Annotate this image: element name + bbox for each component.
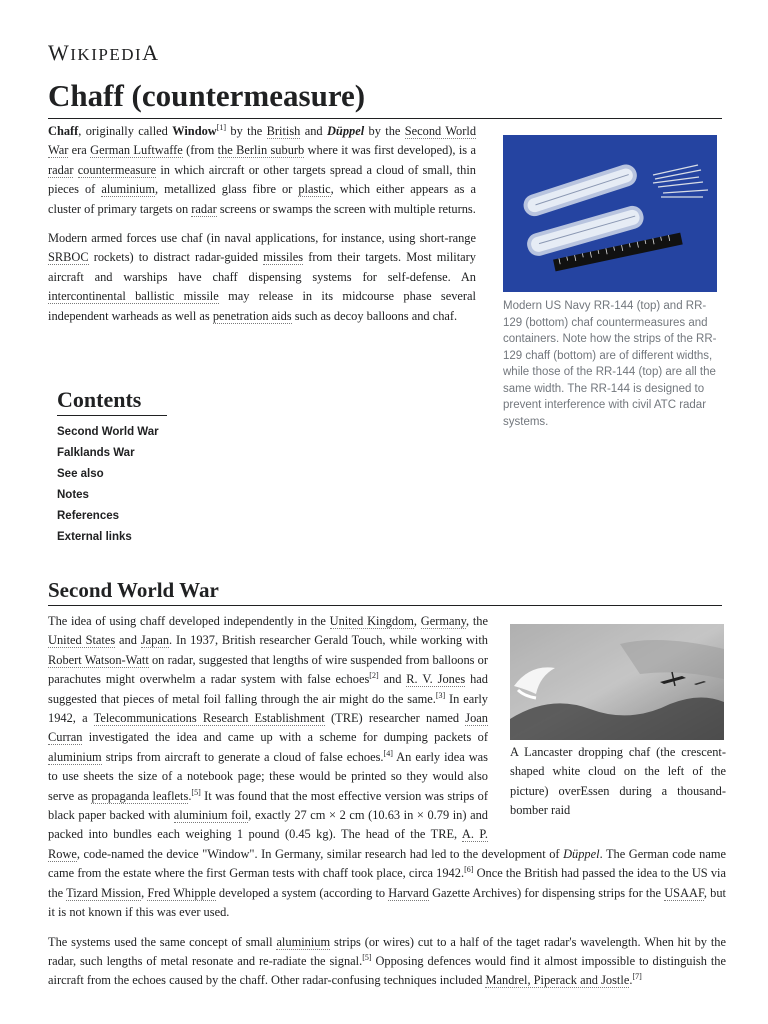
section-paragraph-2: The systems used the same concept of small aluminium strips (or wires) cut to a half of the taget radar's wavelength. When hit by the radar, such lengths of metal resonate and re-radiate the signal.[5] Opposing defences would find it almost impossible to distinguish the aircraft from the echoes caused by the chaff. Other radar-confusing techniques included Mandrel, Piperack and Jostle.[7] xyxy=(48,934,727,988)
figure-chaff-containers xyxy=(503,135,717,430)
emphasized-term: Window xyxy=(172,124,217,138)
toc-heading: Contents xyxy=(57,386,167,416)
inline-link[interactable]: British xyxy=(266,124,301,138)
lead-section xyxy=(48,122,476,336)
inline-link[interactable]: United Kingdom xyxy=(329,614,414,628)
inline-link[interactable]: Joan Curran xyxy=(48,711,488,745)
inline-link[interactable]: intercontinental ballistic missile xyxy=(48,289,219,304)
lead-paragraph-2: Modern armed forces use chaf (in naval applications, for instance, using short-range SRBOC rockets) to distract radar-guided missiles from their targets. Most military aircraft and warships have chaff dispensing systems for self-defense. An intercontinental ballistic missile may release in its midcourse phase several independent warheads as well as penetration aids such as decoy balloons and chaf. xyxy=(48,231,476,323)
lancaster-photo[interactable] xyxy=(510,624,724,740)
citation-ref[interactable]: [5] xyxy=(362,952,372,962)
inline-link[interactable]: Germany xyxy=(420,614,467,628)
figure-caption: A Lancaster dropping chaf (the crescent-shaped white cloud on the left of the picture) overEssen during a thousand-bomber raid xyxy=(510,745,726,818)
section-heading: Second World War xyxy=(48,576,722,606)
inline-link[interactable]: the Berlin suburb xyxy=(217,143,305,158)
inline-link[interactable]: Fred Whipple xyxy=(147,885,216,900)
inline-link[interactable]: United States xyxy=(48,633,116,648)
inline-link[interactable]: Telecommunications Research Establishment xyxy=(93,711,325,726)
citation-ref[interactable]: [1] xyxy=(216,122,227,132)
toc-item-notes[interactable]: Notes xyxy=(57,489,89,501)
emphasized-term: Düppel xyxy=(563,846,600,861)
inline-link[interactable]: aluminium foil xyxy=(173,808,249,823)
citation-ref[interactable]: [6] xyxy=(464,865,474,875)
inline-link[interactable]: aluminium xyxy=(276,934,331,949)
inline-link[interactable]: USAAF xyxy=(664,885,704,900)
toc-item-falklands-war[interactable]: Falklands War xyxy=(57,447,135,459)
inline-link[interactable]: R. V. Jones xyxy=(406,672,466,687)
emphasized-term: Düppel xyxy=(326,124,365,138)
inline-link[interactable]: SRBOC xyxy=(48,250,89,265)
citation-ref[interactable]: [2] xyxy=(369,671,379,681)
section-body xyxy=(48,612,726,1001)
lead-paragraph-1: Chaff, originally called Window[1] by the British and Düppel by the Second World War era German Luftwaffe (from the Berlin suburb where it was first developed), is a radar countermeasure in which aircraft or other targets spread a cloud of small, thin pieces of aluminium, metallized glass fibre or plastic, which either appears as a cluster of primary targets on radar screens or swamps the screen with multiple returns. xyxy=(48,122,477,216)
citation-ref[interactable]: [4] xyxy=(383,748,393,758)
emphasized-term: Chaff xyxy=(48,124,79,138)
inline-link[interactable]: Harvard xyxy=(388,885,429,900)
citation-ref[interactable]: [3] xyxy=(435,690,446,700)
inline-link[interactable]: aluminium xyxy=(101,182,156,197)
page-title: Chaff (countermeasure) xyxy=(48,76,722,119)
inline-link[interactable]: Mandrel, Piperack and Jostle xyxy=(485,973,630,988)
inline-link[interactable]: countermeasure xyxy=(77,162,157,177)
inline-link[interactable]: propaganda leaflets xyxy=(91,788,189,803)
inline-link[interactable]: Japan xyxy=(140,633,170,648)
inline-link[interactable]: Tizard Mission xyxy=(66,885,142,900)
inline-link[interactable]: plastic xyxy=(298,182,331,197)
inline-link[interactable]: radar xyxy=(191,201,217,216)
citation-ref[interactable]: [5] xyxy=(191,787,201,797)
inline-link[interactable]: Robert Watson-Watt xyxy=(48,652,149,667)
inline-link[interactable]: German Luftwaffe xyxy=(90,143,183,158)
inline-link[interactable]: aluminium xyxy=(48,749,102,764)
citation-ref[interactable]: [7] xyxy=(632,972,642,982)
wikipedia-wordmark[interactable]: WIKIPEDIA xyxy=(48,40,160,65)
toc-item-see-also[interactable]: See also xyxy=(57,468,104,480)
inline-link[interactable]: Second World War xyxy=(48,124,477,158)
table-of-contents xyxy=(57,386,177,548)
chaff-containers-photo[interactable] xyxy=(503,135,717,292)
figure-caption: Modern US Navy RR-144 (top) and RR-129 (bottom) chaf countermeasures and containers. Note how the strips of the RR-129 chaff (bottom) are of different widths, while those of the RR-144 (top) are all the same width. The RR-144 is designed to prevent interference with civil ATC radar systems. xyxy=(503,300,717,428)
section-paragraph-1: The idea of using chaff developed independently in the United Kingdom, Germany, the United States and Japan. In 1937, British researcher Gerald Touch, while working with Robert Watson-Watt on radar, suggested that lengths of wire suspended from balloons or parachutes might overwhelm a radar system with false echoes[2] and R. V. Jones had suggested that pieces of metal foil falling through the air might do the same.[3] In early 1942, a Telecommunications Research Establishment (TRE) researcher named Joan Curran investigated the idea and came up with a scheme for dumping packets of aluminium strips from aircraft to generate a cloud of false echoes.[4] An early idea was to use sheets the size of a notebook page; these would be printed so they would also serve as propaganda leaflets.[5] It was found that the most effective version was strips of black paper backed with aluminium foil, exactly 27 cm × 2 cm (10.63 in × 0.79 in) and packed into bundles each weighing 1 pound (0.45 kg). The head of the TRE, A. P. Rowe, code-named the device "Window". In Germany, similar research had led to the development of Düppel. The German code name came from the estate where the first German tests with chaff took place, circa 1942.[6] Once the British had passed the idea to the US via the Tizard Mission, Fred Whipple developed a system (according to Harvard Gazette Archives) for dispensing strips for the USAAF, but it is not known if this was ever used. xyxy=(48,614,726,920)
inline-link[interactable]: missiles xyxy=(263,250,304,265)
figure-lancaster xyxy=(510,612,726,844)
toc-item-references[interactable]: References xyxy=(57,510,120,522)
toc-item-second-world-war[interactable]: Second World War xyxy=(57,426,159,438)
inline-link[interactable]: radar xyxy=(48,162,74,177)
inline-link[interactable]: penetration aids xyxy=(212,308,292,323)
toc-item-external-links[interactable]: External links xyxy=(57,531,132,543)
inline-link[interactable]: A. P. Rowe xyxy=(48,827,489,861)
